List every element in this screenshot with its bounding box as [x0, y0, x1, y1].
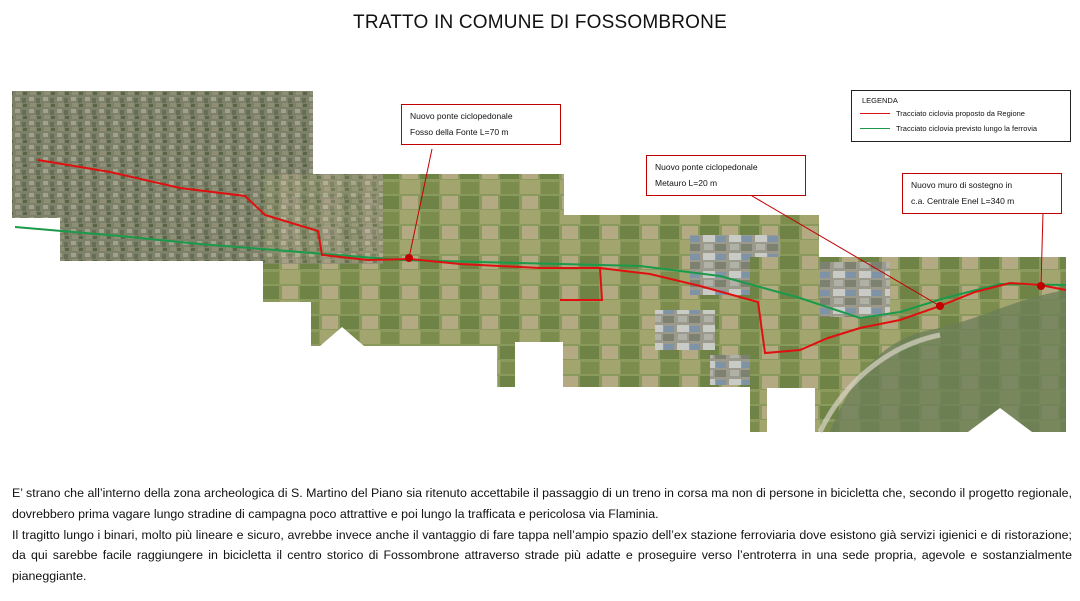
legend-swatch-red [860, 113, 890, 114]
map-tile-2-legend [263, 302, 311, 346]
legend-item-proposed [860, 108, 1025, 119]
map-tile-4-legend [767, 388, 815, 432]
callout-2-line1: Nuovo ponte ciclopedonale [655, 162, 758, 172]
legend-item-railway [860, 123, 1037, 134]
legend-item-label: Tracciato ciclovia previsto lungo la ferrovia [896, 124, 1038, 133]
callout-1-line1: Nuovo ponte ciclopedonale [410, 111, 513, 121]
paragraph-1: E’ strano che all’interno della zona archeologica di S. Martino del Piano sia ritenuto accettabile il passaggio di un treno in corsa ma non di persone in bicicletta che, secondo il progetto regionale, dovrebbero prima vagare lungo stradine di campagna poco attrattive e poi lungo la trafficata e pericolosa via Flaminia. [12, 486, 1072, 521]
callout-3-line1: Nuovo muro di sostegno in [911, 180, 1013, 190]
callout-2-line2: Metauro L=20 m [655, 178, 718, 188]
map-legend [851, 90, 1071, 142]
callout-ponte-metauro [646, 155, 806, 196]
paragraph-2: Il tragitto lungo i binari, molto più lineare e sicuro, avrebbe invece anche il vantaggio di fare tappa nell’ampio spazio dell’ex stazione ferroviaria dove esistono già servizi igienici e di ristorazione; da qui sarebbe facile raggiungere in bicicletta il centro storico di Fossombrone attraverso strade più adatte e proseguire verso l’entroterra in una sede propria, agevole e sostanzialmente pianeggiante. [12, 527, 1072, 584]
map-tile-3-legend [515, 342, 563, 387]
page-title: TRATTO IN COMUNE DI FOSSOMBRONE [353, 12, 727, 33]
body-text [12, 483, 1072, 587]
legend-swatch-green [860, 128, 890, 129]
map-tile-1-legend [12, 218, 60, 262]
legend-item-label: Tracciato ciclovia proposto da Regione [896, 109, 1025, 118]
callout-muro-centrale-enel [902, 173, 1062, 214]
callout-ponte-fosso-della-fonte [401, 104, 561, 145]
callout-1-line2: Fosso della Fonte L=70 m [410, 127, 509, 137]
callout-3-line2: c.a. Centrale Enel L=340 m [911, 196, 1015, 206]
legend-title: LEGENDA [862, 96, 898, 105]
